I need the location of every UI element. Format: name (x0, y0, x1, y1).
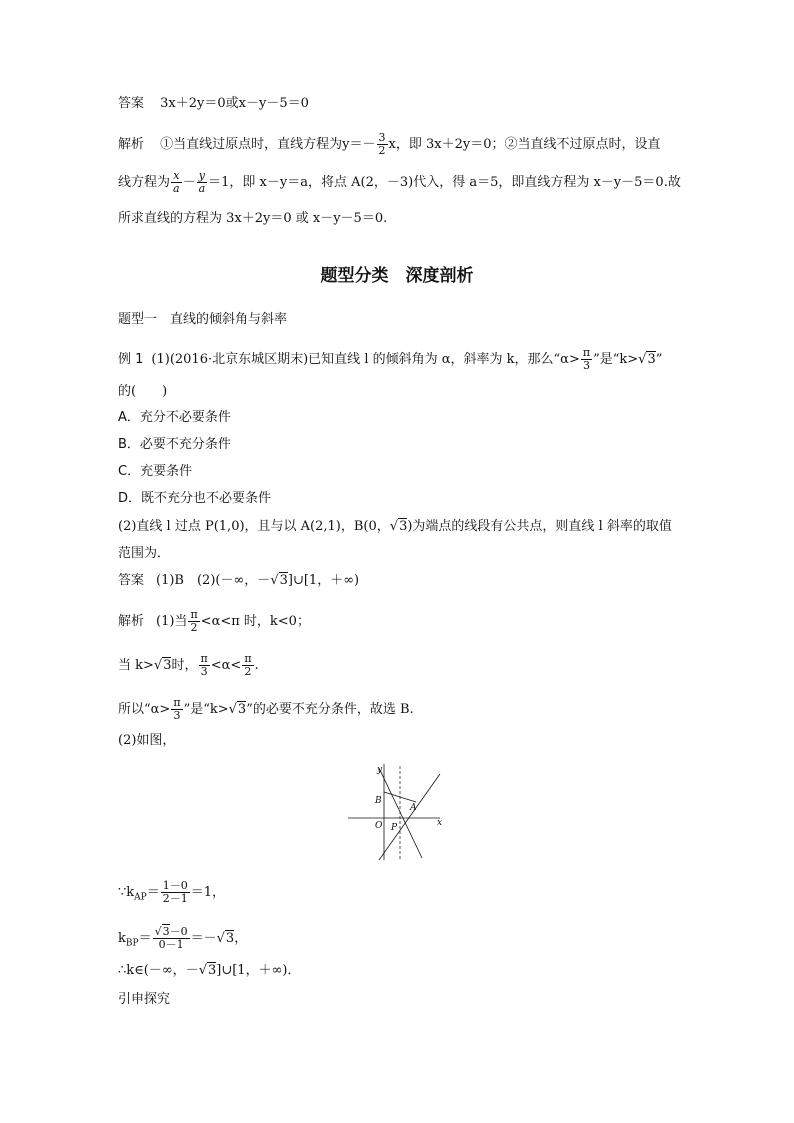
question-text: ” (655, 352, 663, 367)
coordinate-figure (344, 760, 448, 864)
fraction-denominator: 3 (582, 359, 590, 372)
sqrt-radicand: 3 (647, 352, 656, 367)
calc-text: ∵k (118, 885, 135, 900)
analysis-label: 解析 (118, 614, 145, 629)
fraction-denominator: a (198, 182, 206, 195)
fraction (171, 170, 182, 195)
analysis-label: 解析 (118, 137, 145, 152)
fraction-denominator: 2 (378, 144, 386, 157)
fraction (242, 653, 253, 678)
analysis2-line-4: (2)如图， (118, 733, 176, 748)
option-b: B．必要不充分条件 (118, 437, 231, 452)
line-bp (379, 768, 422, 858)
option-c: C．充要条件 (118, 464, 193, 479)
analysis-line-2 (118, 170, 688, 195)
fraction-numerator: 3 (378, 131, 386, 144)
sqrt-radicand: 3 (399, 519, 408, 534)
analysis2-line-2: 当 k>√3时， $\frac{\pi}{3}$ <α< $\frac{\pi}{2}$ . (118, 652, 259, 678)
analysis-text: ”的必要不充分条件，故选 B. (246, 702, 414, 717)
calc-text: k (118, 931, 126, 946)
point-b-label: B (375, 796, 382, 806)
subscript: BP (125, 938, 139, 949)
analysis-text: 线方程为 (118, 175, 171, 190)
analysis-text: ①当直线过原点时，直线方程为 (160, 137, 343, 152)
fraction-numerator: π (582, 346, 591, 359)
analysis-text: (1)当 (156, 614, 188, 629)
extension-title: 引申探究 (118, 992, 171, 1007)
fraction (581, 347, 592, 372)
fraction-numerator: π (190, 608, 198, 621)
sqrt-radicand: 3 (279, 573, 288, 588)
analysis-text: . (254, 658, 259, 673)
answer-text: (1)B (2)(－∞，－ (156, 573, 271, 588)
calc-text: ＝ (138, 931, 152, 946)
slope-ap-line (118, 880, 688, 907)
fraction (153, 926, 190, 951)
fraction-denominator: a (173, 182, 180, 195)
topic-title: 题型一 直线的倾斜角与斜率 (118, 312, 288, 327)
analysis-text: 所以“α> (118, 702, 171, 717)
question-text: ”是“k> (593, 352, 639, 367)
sqrt-radicand: 3 (162, 925, 170, 938)
origin-label: O (375, 821, 383, 831)
slope-bp-line: $k_{BP}=$ $\frac{√3-0}{0-1}$ ＝－√3， (118, 925, 248, 951)
fraction (199, 653, 210, 678)
subscript: AP (134, 892, 147, 903)
point-p-label: P (391, 823, 398, 833)
fraction-denominator: 3 (200, 665, 208, 678)
fraction (161, 880, 190, 905)
fraction-denominator: 2 (190, 621, 198, 634)
analysis-text: 时， (171, 658, 198, 673)
equation-text: y＝－ (342, 137, 376, 152)
fraction-denominator: 3 (173, 709, 181, 722)
example-question-tail: 的( ) (118, 384, 168, 399)
y-axis-label: y (377, 765, 383, 775)
fraction-denominator: 2 (244, 665, 252, 678)
fraction-numerator: π (244, 652, 252, 665)
calc-text: ， (234, 931, 248, 946)
question-text: )为端点的线段有公共点，则直线 l 斜率的取值 (407, 519, 672, 534)
answer-text: 3x＋2y＝0或x－y－5＝0 (160, 96, 309, 111)
answer-line (118, 95, 688, 113)
x-axis-label: x (437, 818, 443, 828)
minus-sign: － (182, 175, 196, 190)
example-question-2: (2)直线 l 过点 P(1,0)，且与以 A(2,1)，B(0，√3)为端点的线段有公共点，则直线 l 斜率的取值 (118, 519, 672, 534)
sqrt-radicand: 3 (237, 702, 247, 717)
answer-label: 答案 (118, 573, 145, 588)
sqrt-radicand: 3 (163, 658, 172, 673)
fraction-numerator: √3－0 (154, 925, 188, 938)
example-label: 例 1 (118, 352, 144, 367)
example-question-2-tail: 范围为． (118, 546, 171, 561)
sqrt-radicand: 3 (225, 931, 235, 946)
option-d: D．既不充分也不必要条件 (118, 491, 272, 506)
fraction-denominator: 0－1 (158, 938, 184, 951)
fraction-denominator: 2－1 (162, 892, 188, 905)
answer-label: 答案 (118, 96, 145, 111)
analysis-text: ”是“k> (183, 702, 229, 717)
answer-text: ]∪[1，＋∞) (287, 573, 360, 588)
fraction-numerator: 1－0 (162, 879, 188, 892)
analysis2-line-3: 所以“α> $\frac{\pi}{3}$ ”是“k>√3”的必要不充分条件，故选 B. (118, 696, 414, 722)
fraction (188, 609, 199, 634)
calc-text: ]∪[1，＋∞)． (216, 963, 301, 978)
fraction (377, 132, 388, 157)
analysis-text: <α<π 时，k<0； (200, 614, 310, 629)
analysis-text: x，即 3x＋2y＝0；②当直线不过原点时，设直 (388, 137, 661, 152)
calc-text: ＝－ (190, 931, 217, 946)
fraction-numerator: x (171, 170, 182, 183)
analysis2-line-1 (118, 609, 688, 634)
analysis-text: ＝1，即 x－y＝a，将点 A(2，－3)代入，得 a＝5，即直线方程为 x－y－5＝0.故 (208, 175, 681, 190)
sqrt-radicand: 3 (207, 963, 217, 978)
answer-line-2: 答案 (1)B (2)(－∞，－√3]∪[1，＋∞) (118, 573, 360, 588)
analysis-line-3: 所求直线的方程为 3x＋2y＝0 或 x－y－5＝0. (118, 211, 388, 226)
calc-text: ＝ (146, 885, 160, 900)
fraction (171, 697, 182, 722)
analysis-line-1 (118, 132, 688, 157)
option-a: A．充分不必要条件 (118, 410, 231, 425)
result-line: ∴k∈(－∞，－√3]∪[1，＋∞)． (118, 963, 301, 978)
analysis-text: <α< (210, 658, 242, 673)
point-a-label: A (410, 803, 417, 813)
section-title: 题型分类 深度剖析 (320, 266, 474, 286)
calc-text: ∴k∈(－∞，－ (118, 963, 199, 978)
fraction-numerator: y (197, 170, 208, 183)
analysis-text: 当 k> (118, 658, 154, 673)
fraction (197, 170, 208, 195)
calc-text: －0 (169, 925, 188, 938)
fraction-numerator: π (200, 652, 208, 665)
example-question-1: 例 1 (1)(2016·北京东城区期末)已知直线 l 的倾斜角为 α，斜率为 k，那么“α> $\frac{\pi}{3}$ ”是“k>√3” (118, 346, 663, 372)
question-text: (2)直线 l 过点 P(1,0)，且与以 A(2,1)，B(0， (118, 519, 390, 534)
calc-text: ＝1， (190, 885, 226, 900)
fraction-numerator: π (173, 696, 181, 709)
question-text: (1)(2016·北京东城区期末)已知直线 l 的倾斜角为 α，斜率为 k，那么“α> (151, 352, 580, 367)
